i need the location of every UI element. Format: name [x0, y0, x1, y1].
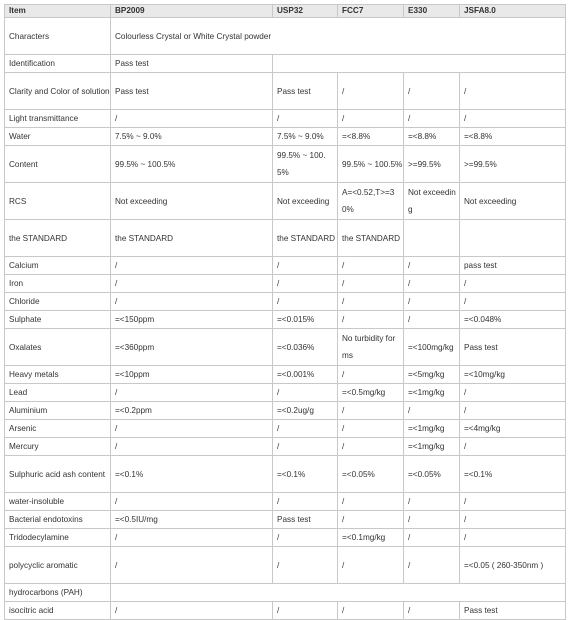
value-cell: /: [460, 73, 566, 110]
value-cell: /: [111, 257, 273, 275]
value-cell: Pass test: [460, 602, 566, 620]
value-cell: =<0.1%: [111, 456, 273, 493]
value-cell: Not exceeding: [404, 183, 460, 220]
value-cell: =<10mg/kg: [460, 366, 566, 384]
value-cell: /: [273, 493, 338, 511]
value-cell: /: [273, 384, 338, 402]
value-cell: /: [338, 438, 404, 456]
table-row: [5, 511, 566, 529]
value-cell: =<4mg/kg: [460, 420, 566, 438]
value-cell: /: [338, 366, 404, 384]
value-cell: Pass test: [273, 511, 338, 529]
value-cell: /: [111, 420, 273, 438]
value-cell: /: [404, 311, 460, 329]
header-jsfa80: JSFA8.0: [460, 5, 566, 18]
value-cell: /: [273, 529, 338, 547]
value-cell: /: [404, 493, 460, 511]
value-cell: /: [404, 110, 460, 128]
value-cell: =<0.2ppm: [111, 402, 273, 420]
value-cell: /: [273, 420, 338, 438]
value-cell: /: [273, 547, 338, 584]
value-cell: Pass test: [273, 73, 338, 110]
value-cell: Colourless Crystal or White Crystal powder: [111, 18, 566, 55]
table-row: [5, 384, 566, 402]
value-cell: /: [111, 547, 273, 584]
value-cell: /: [111, 293, 273, 311]
value-cell: /: [273, 110, 338, 128]
value-cell: /: [338, 275, 404, 293]
table-row: [5, 402, 566, 420]
table-row: [5, 146, 566, 183]
value-cell: /: [404, 602, 460, 620]
row-label-cell: Arsenic: [5, 420, 111, 438]
value-cell: /: [111, 493, 273, 511]
header-usp32: USP32: [273, 5, 338, 18]
header-fcc7: FCC7: [338, 5, 404, 18]
value-cell: /: [111, 438, 273, 456]
value-cell: =<0.1mg/kg: [338, 529, 404, 547]
value-cell: Pass test: [111, 55, 273, 73]
value-cell: /: [338, 257, 404, 275]
value-cell: /: [404, 275, 460, 293]
value-cell: /: [404, 511, 460, 529]
table-row: [5, 293, 566, 311]
table-body: [5, 18, 566, 620]
value-cell: the STANDARD: [273, 220, 338, 257]
table-row: [5, 547, 566, 584]
value-cell: =<0.036%: [273, 329, 338, 366]
header-row: [5, 5, 566, 18]
table-row: [5, 220, 566, 257]
value-cell: /: [273, 438, 338, 456]
table-row: [5, 55, 566, 73]
row-label-cell: RCS: [5, 183, 111, 220]
row-label-cell: Content: [5, 146, 111, 183]
value-cell: [404, 220, 460, 257]
value-cell: =<0.2ug/g: [273, 402, 338, 420]
value-cell: =<0.015%: [273, 311, 338, 329]
row-label-cell: Identification: [5, 55, 111, 73]
value-cell: /: [338, 110, 404, 128]
value-cell: /: [338, 420, 404, 438]
value-cell: /: [460, 438, 566, 456]
value-cell: /: [404, 73, 460, 110]
value-cell: [273, 55, 566, 73]
value-cell: /: [273, 275, 338, 293]
value-cell: Not exceeding: [460, 183, 566, 220]
value-cell: =<10ppm: [111, 366, 273, 384]
value-cell: /: [460, 275, 566, 293]
value-cell: /: [273, 602, 338, 620]
table-row: [5, 311, 566, 329]
row-label-cell: Sulphuric acid ash content: [5, 456, 111, 493]
value-cell: 99.5% ~ 100.5%: [111, 146, 273, 183]
table-row: [5, 529, 566, 547]
value-cell: >=99.5%: [404, 146, 460, 183]
value-cell: 7.5% ~ 9.0%: [111, 128, 273, 146]
value-cell: /: [338, 493, 404, 511]
row-label-cell: Lead: [5, 384, 111, 402]
table-row: [5, 257, 566, 275]
table-row: [5, 438, 566, 456]
value-cell: /: [111, 110, 273, 128]
row-label-cell: Calcium: [5, 257, 111, 275]
value-cell: =<150ppm: [111, 311, 273, 329]
value-cell: =<0.5IU/mg: [111, 511, 273, 529]
value-cell: >=99.5%: [460, 146, 566, 183]
value-cell: /: [338, 547, 404, 584]
value-cell: the STANDARD: [111, 220, 273, 257]
value-cell: /: [273, 257, 338, 275]
table-row: [5, 275, 566, 293]
row-label-cell: Iron: [5, 275, 111, 293]
value-cell: /: [460, 529, 566, 547]
value-cell: /: [338, 511, 404, 529]
table-row: [5, 183, 566, 220]
value-cell: =<360ppm: [111, 329, 273, 366]
table-row: [5, 329, 566, 366]
row-label-cell: Water: [5, 128, 111, 146]
value-cell: =<0.05%: [338, 456, 404, 493]
value-cell: the STANDARD: [338, 220, 404, 257]
value-cell: /: [460, 384, 566, 402]
value-cell: =<8.8%: [338, 128, 404, 146]
value-cell: =<1mg/kg: [404, 384, 460, 402]
row-label-cell: Light transmittance: [5, 110, 111, 128]
value-cell: /: [338, 311, 404, 329]
table-row: [5, 366, 566, 384]
value-cell: /: [111, 602, 273, 620]
value-cell: =<0.5mg/kg: [338, 384, 404, 402]
row-label-cell: Chloride: [5, 293, 111, 311]
value-cell: /: [404, 293, 460, 311]
value-cell: /: [338, 602, 404, 620]
table-row: [5, 584, 566, 602]
table-row: [5, 128, 566, 146]
value-cell: /: [404, 547, 460, 584]
row-label-cell: Mercury: [5, 438, 111, 456]
value-cell: =<0.05 ( 260-350nm ): [460, 547, 566, 584]
row-label-cell: isocitric acid: [5, 602, 111, 620]
header-item: Item: [5, 5, 111, 18]
value-cell: Pass test: [460, 329, 566, 366]
value-cell: =<0.048%: [460, 311, 566, 329]
value-cell: /: [338, 73, 404, 110]
value-cell: /: [460, 493, 566, 511]
row-label-cell: Oxalates: [5, 329, 111, 366]
value-cell: pass test: [460, 257, 566, 275]
value-cell: [111, 584, 566, 602]
value-cell: /: [460, 293, 566, 311]
value-cell: =<5mg/kg: [404, 366, 460, 384]
value-cell: /: [460, 110, 566, 128]
value-cell: =<8.8%: [460, 128, 566, 146]
value-cell: A=<0.52,T>=30%: [338, 183, 404, 220]
value-cell: =<1mg/kg: [404, 420, 460, 438]
value-cell: [460, 220, 566, 257]
row-label-cell: water-insoluble: [5, 493, 111, 511]
table-row: [5, 602, 566, 620]
value-cell: =<8.8%: [404, 128, 460, 146]
row-label-cell: Clarity and Color of solution: [5, 73, 111, 110]
value-cell: /: [111, 384, 273, 402]
value-cell: =<0.1%: [460, 456, 566, 493]
value-cell: =<0.05%: [404, 456, 460, 493]
value-cell: 99.5% ~ 100.5%: [273, 146, 338, 183]
value-cell: /: [111, 529, 273, 547]
row-label-cell: Heavy metals: [5, 366, 111, 384]
table-row: [5, 18, 566, 55]
row-label-cell: Aluminium: [5, 402, 111, 420]
table-row: [5, 73, 566, 110]
row-label-cell: Sulphate: [5, 311, 111, 329]
specification-table: [4, 4, 566, 620]
row-label-cell: Bacterial endotoxins: [5, 511, 111, 529]
header-bp2009: BP2009: [111, 5, 273, 18]
value-cell: /: [404, 529, 460, 547]
value-cell: /: [404, 257, 460, 275]
row-label-cell: polycyclic aromatic: [5, 547, 111, 584]
value-cell: /: [111, 275, 273, 293]
row-label-cell: Characters: [5, 18, 111, 55]
table-row: [5, 493, 566, 511]
value-cell: Not exceeding: [111, 183, 273, 220]
value-cell: 7.5% ~ 9.0%: [273, 128, 338, 146]
header-e330: E330: [404, 5, 460, 18]
value-cell: No turbidity for ms: [338, 329, 404, 366]
row-label-cell: the STANDARD: [5, 220, 111, 257]
value-cell: /: [273, 293, 338, 311]
value-cell: Not exceeding: [273, 183, 338, 220]
value-cell: /: [338, 293, 404, 311]
value-cell: =<0.001%: [273, 366, 338, 384]
table-row: [5, 456, 566, 493]
value-cell: 99.5% ~ 100.5%: [338, 146, 404, 183]
table-row: [5, 110, 566, 128]
value-cell: /: [338, 402, 404, 420]
value-cell: /: [460, 511, 566, 529]
value-cell: /: [460, 402, 566, 420]
value-cell: /: [404, 402, 460, 420]
value-cell: =<1mg/kg: [404, 438, 460, 456]
value-cell: =<100mg/kg: [404, 329, 460, 366]
value-cell: =<0.1%: [273, 456, 338, 493]
row-label-cell: hydrocarbons (PAH): [5, 584, 111, 602]
value-cell: Pass test: [111, 73, 273, 110]
row-label-cell: Tridodecylamine: [5, 529, 111, 547]
table-row: [5, 420, 566, 438]
